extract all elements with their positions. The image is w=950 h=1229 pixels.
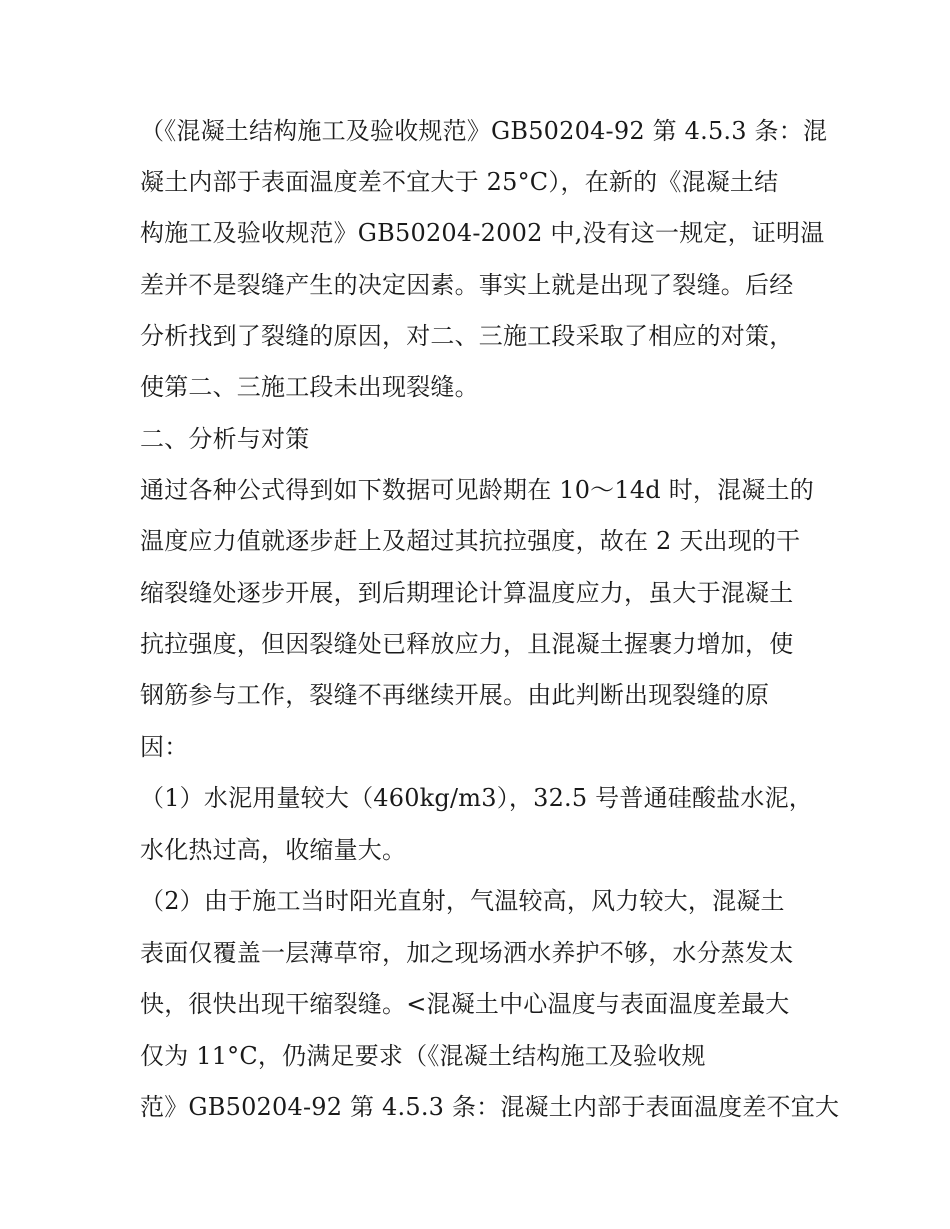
paragraph-line: 因： <box>140 733 189 761</box>
list-item-line: 范》GB50204-92 第 4.5.3 条：混凝土内部于表面温度差不宜大 <box>140 1093 840 1121</box>
list-item-line: 仅为 11°C，仍满足要求（《混凝土结构施工及验收规 <box>140 1042 706 1070</box>
list-item-line: 表面仅覆盖一层薄草帘，加之现场洒水养护不够，水分蒸发太 <box>140 939 794 967</box>
paragraph-line: 温度应力值就逐步赶上及超过其抗拉强度，故在 2 天出现的干 <box>140 527 801 555</box>
paragraph-line: 分析找到了裂缝的原因，对二、三施工段采取了相应的对策， <box>140 322 794 350</box>
section-heading: 二、分析与对策 <box>140 425 310 453</box>
paragraph-line: 抗拉强度，但因裂缝处已释放应力，且混凝土握裹力增加，使 <box>140 630 794 658</box>
paragraph-line: 缩裂缝处逐步开展，到后期理论计算温度应力，虽大于混凝土 <box>140 579 794 607</box>
list-item-line: 水化热过高，收缩量大。 <box>140 836 407 864</box>
list-item-line: （1）水泥用量较大（460kg/m3），32.5 号普通硅酸盐水泥， <box>140 784 813 812</box>
paragraph-line: （《混凝土结构施工及验收规范》GB50204-92 第 4.5.3 条：混 <box>140 117 828 145</box>
paragraph-line: 差并不是裂缝产生的决定因素。事实上就是出现了裂缝。后经 <box>140 271 794 299</box>
paragraph-line: 通过各种公式得到如下数据可见龄期在 10～14d 时，混凝土的 <box>140 476 814 504</box>
paragraph-line: 钢筋参与工作，裂缝不再继续开展。由此判断出现裂缝的原 <box>140 681 770 709</box>
list-item-line: （2）由于施工当时阳光直射，气温较高，风力较大，混凝土 <box>140 887 785 915</box>
paragraph-line: 构施工及验收规范》GB50204-2002 中,没有这一规定，证明温 <box>140 219 825 247</box>
list-item-line: 快，很快出现干缩裂缝。<混凝土中心温度与表面温度差最大 <box>140 990 790 1018</box>
paragraph-line: 使第二、三施工段未出现裂缝。 <box>140 373 479 401</box>
paragraph-line: 凝土内部于表面温度差不宜大于 25°C），在新的《混凝土结 <box>140 168 779 196</box>
